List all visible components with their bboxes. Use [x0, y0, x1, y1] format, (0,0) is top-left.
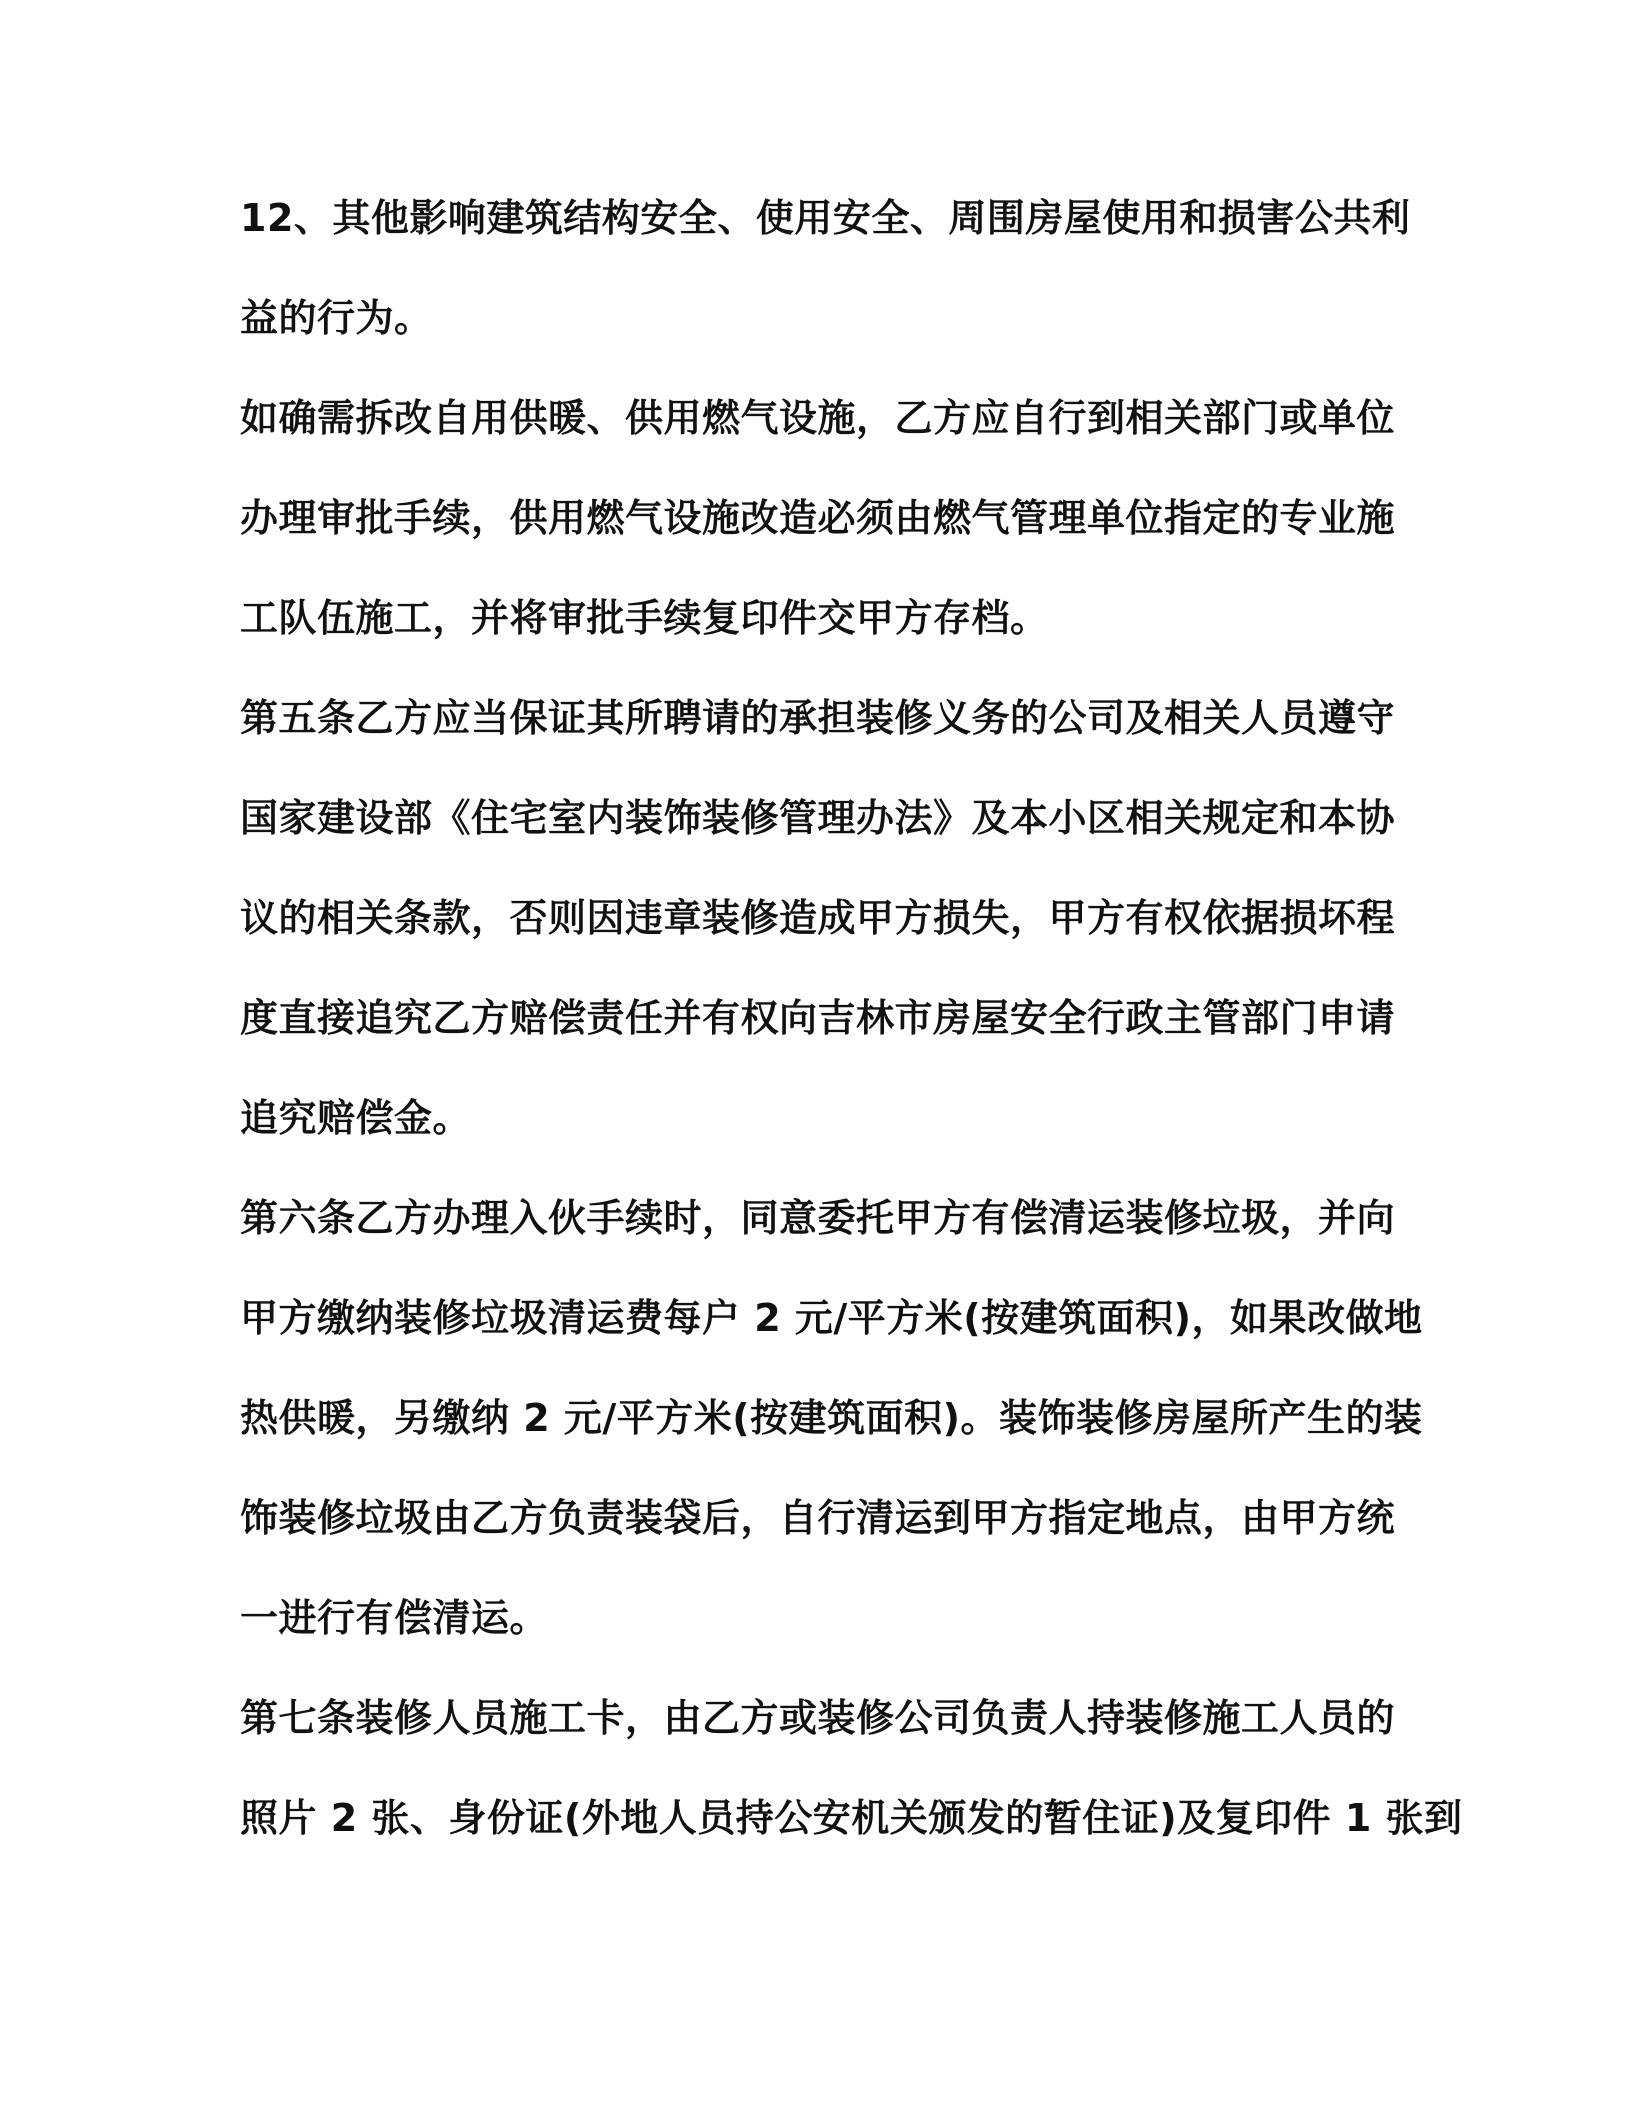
text-line: 议的相关条款，否则因违章装修造成甲方损失，甲方有权依据损坏程: [240, 896, 1396, 940]
text-line: 追究赔偿金。: [240, 1096, 472, 1140]
text-line: 一进行有偿清运。: [240, 1596, 549, 1640]
text-line: 度直接追究乙方赔偿责任并有权向吉林市房屋安全行政主管部门申请: [240, 996, 1396, 1040]
text-line: 如确需拆改自用供暖、供用燃气设施，乙方应自行到相关部门或单位: [240, 396, 1396, 440]
text-line: 办理审批手续，供用燃气设施改造必须由燃气管理单位指定的专业施: [240, 496, 1396, 540]
text-line: 益的行为。: [240, 296, 433, 340]
text-line: 甲方缴纳装修垃圾清运费每户 2 元/平方米(按建筑面积)，如果改做地: [240, 1296, 1423, 1340]
text-line: 照片 2 张、身份证(外地人员持公安机关颁发的暂住证)及复印件 1 张到: [240, 1796, 1463, 1840]
text-line: 12、其他影响建筑结构安全、使用安全、周围房屋使用和损害公共利: [240, 196, 1411, 240]
text-line: 第五条乙方应当保证其所聘请的承担装修义务的公司及相关人员遵守: [240, 696, 1396, 740]
text-line: 热供暖，另缴纳 2 元/平方米(按建筑面积)。装饰装修房屋所产生的装: [240, 1396, 1423, 1440]
text-line: 工队伍施工，并将审批手续复印件交甲方存档。: [240, 596, 1049, 640]
text-line: 国家建设部《住宅室内装饰装修管理办法》及本小区相关规定和本协: [240, 796, 1396, 840]
text-line: 饰装修垃圾由乙方负责装袋后，自行清运到甲方指定地点，由甲方统: [240, 1496, 1396, 1540]
text-line: 第七条装修人员施工卡，由乙方或装修公司负责人持装修施工人员的: [240, 1696, 1396, 1740]
text-line: 第六条乙方办理入伙手续时，同意委托甲方有偿清运装修垃圾，并向: [240, 1196, 1396, 1240]
